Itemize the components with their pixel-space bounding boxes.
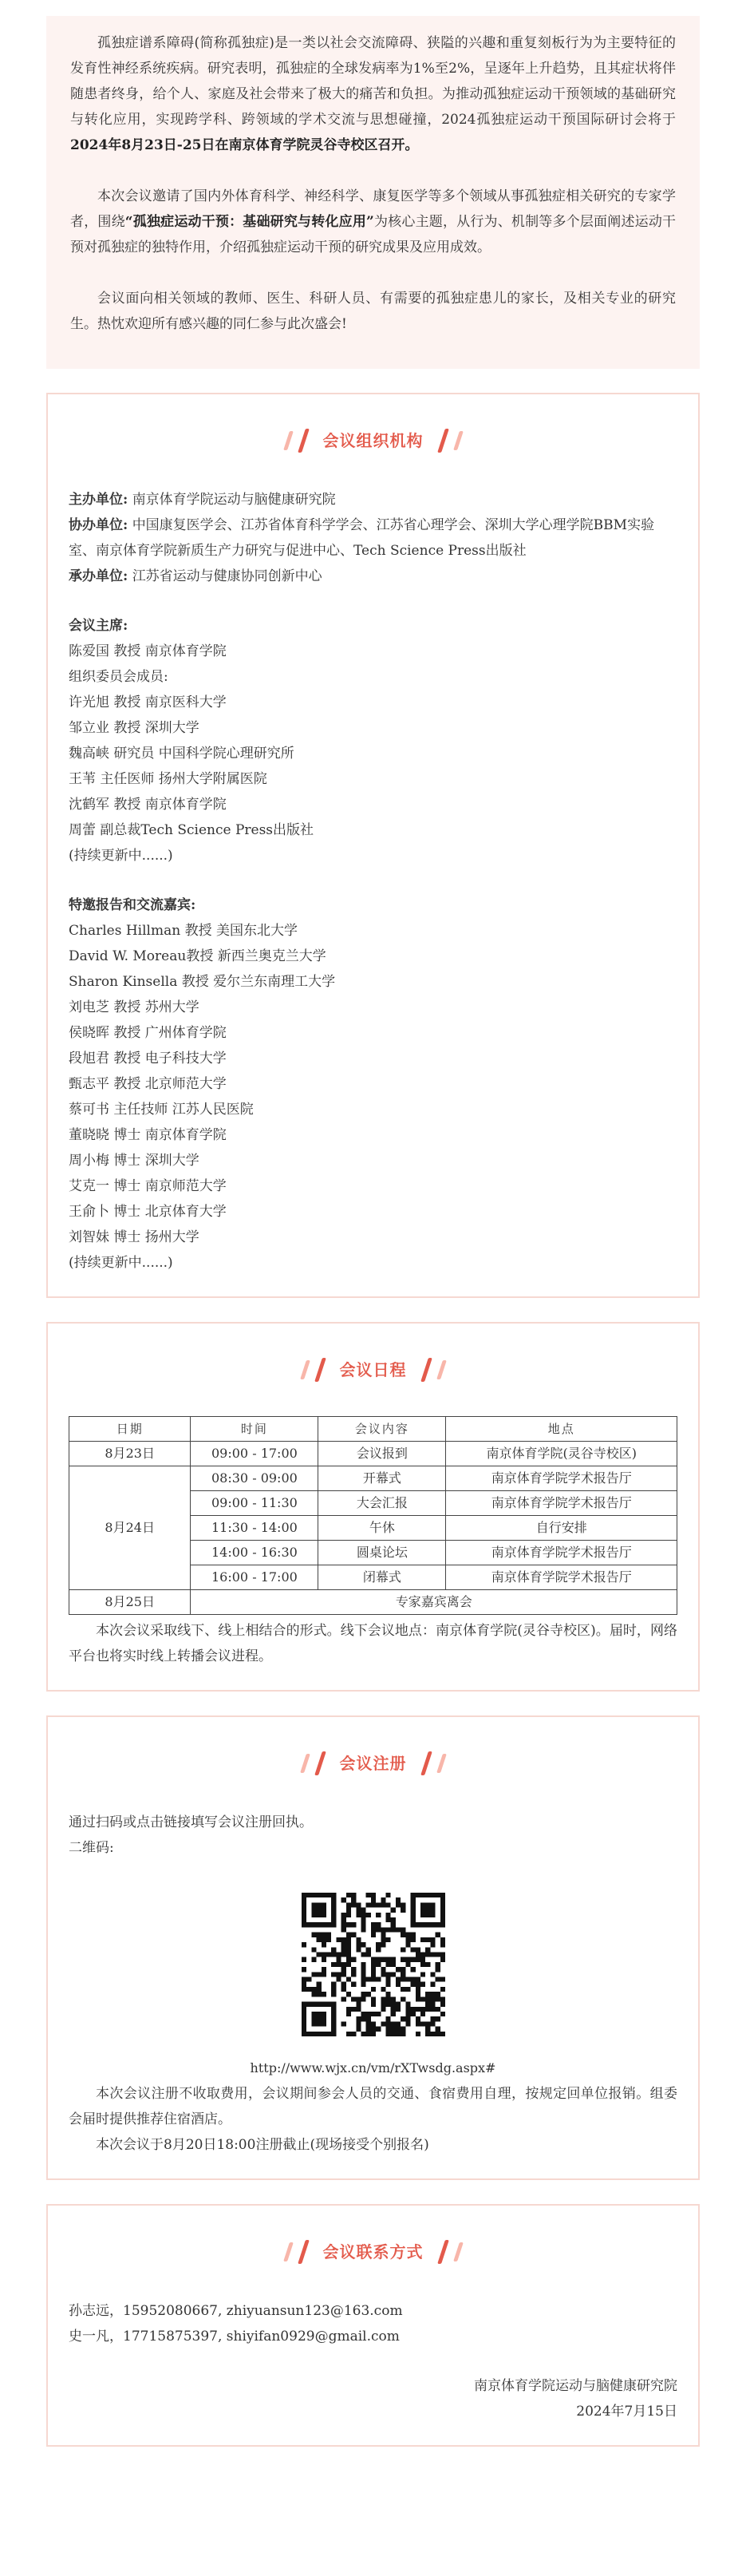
table-row: 11:30 - 14:00 午休 自行安排 xyxy=(69,1516,677,1541)
table-row: 16:00 - 17:00 闭幕式 南京体育学院学术报告厅 xyxy=(69,1565,677,1590)
registration-section xyxy=(46,1715,700,2180)
host-unit: 主办单位: 南京体育学院运动与脑健康研究院 xyxy=(69,492,336,508)
list-item: 段旭君 教授 电子科技大学 xyxy=(69,1051,227,1066)
list-item: 刘智妹 博士 扬州大学 xyxy=(69,1229,199,1245)
list-item: 邹立业 教授 深圳大学 xyxy=(69,720,199,736)
table-row: 8月23日 09:00 - 17:00 会议报到 南京体育学院(灵谷寺校区) xyxy=(69,1442,677,1466)
title-decoration-right xyxy=(424,1358,444,1382)
header-time: 时间 xyxy=(191,1417,318,1442)
qr-label: 二维码: xyxy=(69,1840,114,1856)
schedule-note: 本次会议采取线下、线上相结合的形式。线下会议地点：南京体育学院(灵谷寺校区)。届时，网络平台也将实时线上转播会议进程。 xyxy=(69,1623,677,1664)
register-link[interactable]: http://www.wjx.cn/vm/rXTwsdg.aspx# xyxy=(250,2060,496,2075)
list-item: 周小梅 博士 深圳大学 xyxy=(69,1153,199,1169)
list-item: 甄志平 教授 北京师范大学 xyxy=(69,1076,227,1092)
intro-section xyxy=(46,16,700,369)
section-title-registration: 会议注册 xyxy=(69,1738,677,1789)
title-decoration-left xyxy=(286,2240,306,2264)
schedule-section xyxy=(46,1322,700,1692)
section-title-schedule: 会议日程 xyxy=(69,1344,677,1395)
list-item: 艾克一 博士 南京师范大学 xyxy=(69,1178,227,1194)
list-item: 周蕾 副总裁Tech Science Press出版社 xyxy=(69,822,314,838)
list-item: 王苇 主任医师 扬州大学附属医院 xyxy=(69,771,267,787)
table-row: 8月25日 专家嘉宾离会 xyxy=(69,1590,677,1615)
title-decoration-left xyxy=(303,1751,322,1775)
list-item: 侯晓晖 教授 广州体育学院 xyxy=(69,1025,227,1041)
list-item: 沈鹤军 教授 南京体育学院 xyxy=(69,797,227,813)
contact-person-2: 史一凡，17715875397, shiyifan0929@gmail.com xyxy=(69,2329,400,2345)
organization-section xyxy=(46,393,700,1298)
register-fee-note: 本次会议注册不收取费用，会议期间参会人员的交通、食宿费用自理，按规定回单位报销。组委会届时提供推荐住宿酒店。 xyxy=(69,2086,677,2127)
title-decoration-right xyxy=(424,1751,444,1775)
chair-list xyxy=(69,639,677,869)
intro-paragraph-1: 孤独症谱系障碍(简称孤独症)是一类以社会交流障碍、狭隘的兴趣和重复刻板行为为主要特征的发育性神经系统疾病。研究表明，孤独症的全球发病率为1%至2%，呈逐年上升趋势，且其症状将伴随患者终身，给个人、家庭及社会带来了极大的痛苦和负担。为推动孤独症运动干预领域的基础研究与转化应用，实现跨学科、跨领域的学术交流与思想碰撞，2024孤独症运动干预国际研讨会将于2024年8月23日-25日在南京体育学院灵谷寺校区召开。 xyxy=(70,35,676,153)
co-organizer: 协办单位: 中国康复医学会、江苏省体育科学学会、江苏省心理学会、深圳大学心理学院BBM实验室、南京体育学院新质生产力研究与促进中心、Tech Science Press出版社 xyxy=(69,517,655,559)
header-place: 地点 xyxy=(446,1417,677,1442)
list-item: 魏高峡 研究员 中国科学院心理研究所 xyxy=(69,746,294,762)
header-content: 会议内容 xyxy=(318,1417,446,1442)
title-decoration-left xyxy=(286,429,306,453)
guest-list xyxy=(69,918,677,1276)
organization-content xyxy=(69,487,677,1276)
list-item: 组织委员会成员: xyxy=(69,669,168,685)
title-decoration-right xyxy=(441,429,460,453)
signature-date: 2024年7月15日 xyxy=(576,2404,677,2420)
register-deadline: 本次会议于8月20日18:00注册截止(现场接受个别报名) xyxy=(96,2137,429,2153)
list-item: Sharon Kinsella 教授 爱尔兰东南理工大学 xyxy=(69,974,336,990)
section-title-contact: 会议联系方式 xyxy=(69,2226,677,2277)
table-row: 8月24日 08:30 - 09:00 开幕式 南京体育学院学术报告厅 xyxy=(69,1466,677,1491)
signature-block xyxy=(69,2373,677,2424)
chair-heading: 会议主席: xyxy=(69,618,128,634)
table-header-row xyxy=(69,1417,677,1442)
contact-person-1: 孙志远，15952080667, zhiyuansun123@163.com xyxy=(69,2303,403,2319)
list-item: (持续更新中......) xyxy=(69,848,173,864)
intro-paragraph-2: 本次会议邀请了国内外体育科学、神经科学、康复医学等多个领域从事孤独症相关研究的专家学者，围绕“孤独症运动干预：基础研究与转化应用”为核心主题，从行为、机制等多个层面阐述运动干预对孤独症的独特作用，介绍孤独症运动干预的研究成果及应用成效。 xyxy=(70,188,677,255)
header-date: 日期 xyxy=(69,1417,191,1442)
table-row: 09:00 - 11:30 大会汇报 南京体育学院学术报告厅 xyxy=(69,1491,677,1516)
list-item: 蔡可书 主任技师 江苏人民医院 xyxy=(69,1102,254,1118)
list-item: (持续更新中......) xyxy=(69,1255,173,1271)
register-instruction: 通过扫码或点击链接填写会议注册回执。 xyxy=(69,1814,313,1830)
table-row: 14:00 - 16:30 圆桌论坛 南京体育学院学术报告厅 xyxy=(69,1541,677,1565)
intro-paragraph-3: 会议面向相关领域的教师、医生、科研人员、有需要的孤独症患儿的家长，及相关专业的研究生。热忱欢迎所有感兴趣的同仁参与此次盛会! xyxy=(70,291,676,332)
list-item: 许光旭 教授 南京医科大学 xyxy=(69,694,227,710)
list-item: 陈爱国 教授 南京体育学院 xyxy=(69,643,227,659)
guest-heading: 特邀报告和交流嘉宾: xyxy=(69,897,196,913)
list-item: Charles Hillman 教授 美国东北大学 xyxy=(69,923,298,939)
signature-org: 南京体育学院运动与脑健康研究院 xyxy=(474,2378,677,2394)
intro-date-location: 2024年8月23日-25日在南京体育学院灵谷寺校区召开。 xyxy=(70,137,419,153)
list-item: David W. Moreau教授 新西兰奥克兰大学 xyxy=(69,948,326,964)
qr-code-icon[interactable] xyxy=(302,1893,445,2036)
title-decoration-right xyxy=(441,2240,460,2264)
intro-theme: “孤独症运动干预：基础研究与转化应用” xyxy=(124,214,374,230)
list-item: 刘电芝 教授 苏州大学 xyxy=(69,999,199,1015)
section-title-organization: 会议组织机构 xyxy=(69,415,677,466)
list-item: 王俞卜 博士 北京体育大学 xyxy=(69,1204,227,1220)
undertaking-unit: 承办单位: 江苏省运动与健康协同创新中心 xyxy=(69,568,322,584)
qr-container xyxy=(69,1893,677,2036)
contact-section xyxy=(46,2204,700,2447)
title-decoration-left xyxy=(303,1358,322,1382)
schedule-table xyxy=(69,1416,677,1615)
list-item: 董晓晓 博士 南京体育学院 xyxy=(69,1127,227,1143)
